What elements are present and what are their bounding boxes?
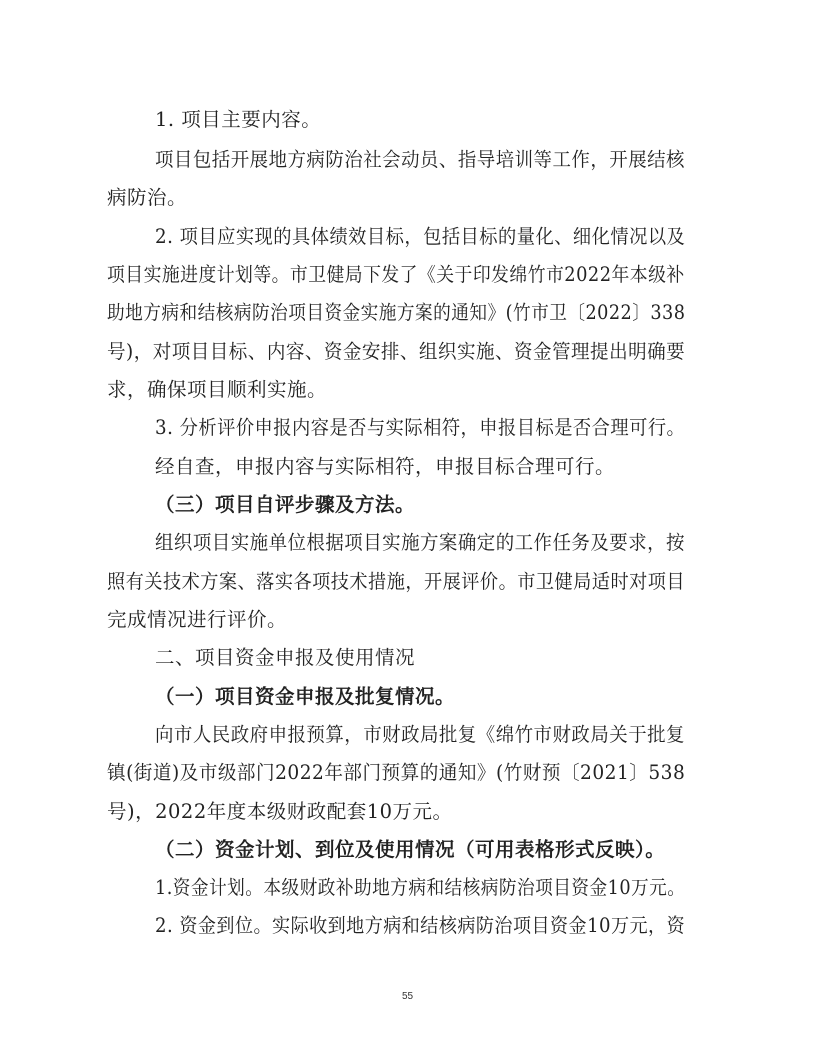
- paragraph-line: 号)，2022年度本级财政配套10万元。: [107, 800, 453, 823]
- paragraph-line: 完成情况进行评价。: [107, 608, 288, 631]
- paragraph-line: 助地方病和结核病防治项目资金实施方案的通知》(竹市卫〔2022〕338: [107, 301, 686, 324]
- paragraph-line: 病防治。: [107, 186, 188, 209]
- paragraph-line: 镇(街道)及市级部门2022年部门预算的通知》(竹财预〔2021〕538: [107, 761, 686, 784]
- paragraph-line: 组织项目实施单位根据项目实施方案确定的工作任务及要求，按: [155, 531, 685, 554]
- paragraph-line: 经自查，申报内容与实际相符，申报目标合理可行。: [155, 455, 616, 478]
- paragraph-line: 1. 项目主要内容。: [155, 108, 322, 131]
- section-heading: 二、项目资金申报及使用情况: [155, 646, 416, 669]
- paragraph-line: 2. 资金到位。实际收到地方病和结核病防治项目资金10万元，资: [155, 914, 686, 937]
- paragraph-line: 照有关技术方案、落实各项技术措施，开展评价。市卫健局适时对项目: [107, 570, 686, 593]
- section-heading: （一）项目资金申报及批复情况。: [155, 685, 456, 708]
- paragraph-line: 2. 项目应实现的具体绩效目标，包括目标的量化、细化情况以及: [155, 225, 686, 248]
- paragraph-line: 1.资金计划。本级财政补助地方病和结核病防治项目资金10万元。: [155, 876, 686, 899]
- section-heading: （二）资金计划、到位及使用情况（可用表格形式反映）。: [155, 838, 666, 861]
- paragraph-line: 向市人民政府申报预算，市财政局批复《绵竹市财政局关于批复: [155, 723, 685, 746]
- paragraph-line: 3. 分析评价申报内容是否与实际相符，申报目标是否合理可行。: [155, 416, 686, 439]
- page-number: 55: [401, 991, 414, 1002]
- paragraph-line: 号)，对项目目标、内容、资金安排、组织实施、资金管理提出明确要: [107, 340, 686, 363]
- section-heading: （三）项目自评步骤及方法。: [155, 493, 416, 516]
- paragraph-line: 求，确保项目顺利实施。: [107, 378, 328, 401]
- paragraph-line: 项目包括开展地方病防治社会动员、指导培训等工作，开展结核: [155, 148, 685, 171]
- paragraph-line: 项目实施进度计划等。市卫健局下发了《关于印发绵竹市2022年本级补: [107, 263, 685, 286]
